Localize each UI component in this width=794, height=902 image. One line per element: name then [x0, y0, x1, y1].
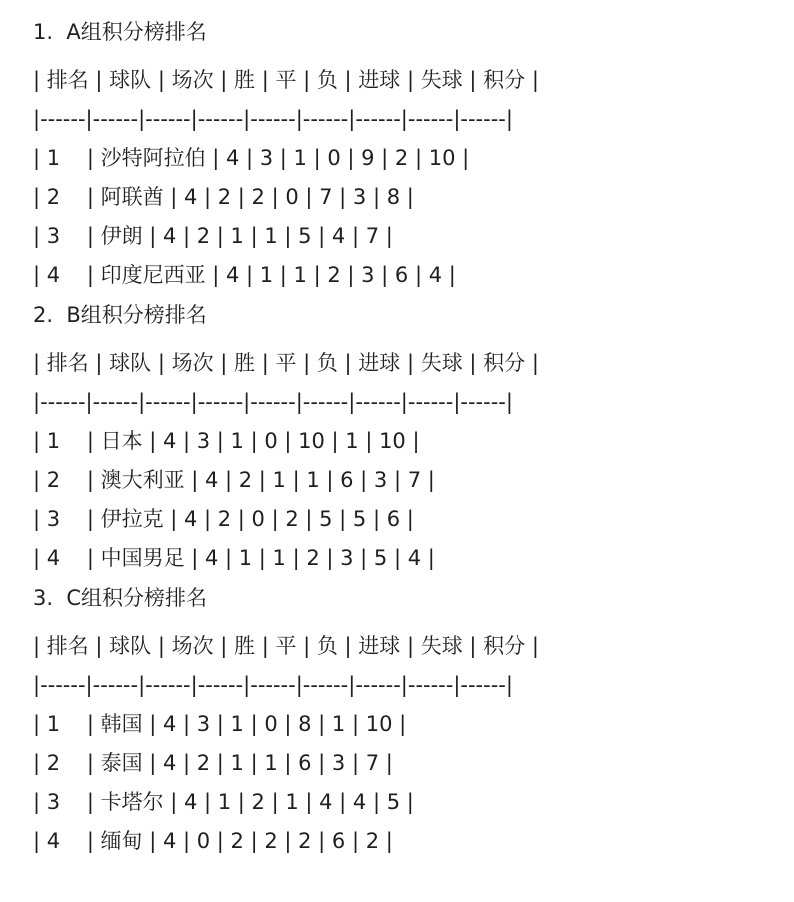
- section-group-b: [33, 297, 773, 578]
- table-separator-line: |------|------|------|------|------|------|------|------|------|: [33, 390, 513, 414]
- table-header-line: | 排名 | 球队 | 场次 | 胜 | 平 | 负 | 进球 | 失球 | 积分 |: [33, 351, 539, 375]
- section-title: 1. A组积分榜排名: [33, 20, 207, 44]
- table-separator-line: |------|------|------|------|------|------|------|------|------|: [33, 107, 513, 131]
- document-body: [33, 14, 773, 863]
- table-separator-line: |------|------|------|------|------|------|------|------|------|: [33, 673, 513, 697]
- table-header-line: | 排名 | 球队 | 场次 | 胜 | 平 | 负 | 进球 | 失球 | 积分 |: [33, 634, 539, 658]
- table-row: | 2 | 泰国 | 4 | 2 | 1 | 1 | 6 | 3 | 7 |: [33, 751, 393, 775]
- table-row: | 2 | 澳大利亚 | 4 | 2 | 1 | 1 | 6 | 3 | 7 |: [33, 468, 435, 492]
- table-row: | 4 | 缅甸 | 4 | 0 | 2 | 2 | 2 | 6 | 2 |: [33, 829, 393, 853]
- table-row: | 1 | 日本 | 4 | 3 | 1 | 0 | 10 | 1 | 10 |: [33, 429, 420, 453]
- section-group-a: [33, 14, 773, 295]
- table-row: | 1 | 韩国 | 4 | 3 | 1 | 0 | 8 | 1 | 10 |: [33, 712, 407, 736]
- table-row: | 1 | 沙特阿拉伯 | 4 | 3 | 1 | 0 | 9 | 2 | 10 |: [33, 146, 470, 170]
- table-header-line: | 排名 | 球队 | 场次 | 胜 | 平 | 负 | 进球 | 失球 | 积分 |: [33, 68, 539, 92]
- table-row: | 2 | 阿联酋 | 4 | 2 | 2 | 0 | 7 | 3 | 8 |: [33, 185, 414, 209]
- section-title: 2. B组积分榜排名: [33, 303, 207, 327]
- section-title: 3. C组积分榜排名: [33, 586, 208, 610]
- table-row: | 3 | 卡塔尔 | 4 | 1 | 2 | 1 | 4 | 4 | 5 |: [33, 790, 414, 814]
- section-group-c: [33, 580, 773, 861]
- table-row: | 4 | 印度尼西亚 | 4 | 1 | 1 | 2 | 3 | 6 | 4 |: [33, 263, 456, 287]
- table-row: | 4 | 中国男足 | 4 | 1 | 1 | 2 | 3 | 5 | 4 |: [33, 546, 435, 570]
- table-row: | 3 | 伊拉克 | 4 | 2 | 0 | 2 | 5 | 5 | 6 |: [33, 507, 414, 531]
- table-row: | 3 | 伊朗 | 4 | 2 | 1 | 1 | 5 | 4 | 7 |: [33, 224, 393, 248]
